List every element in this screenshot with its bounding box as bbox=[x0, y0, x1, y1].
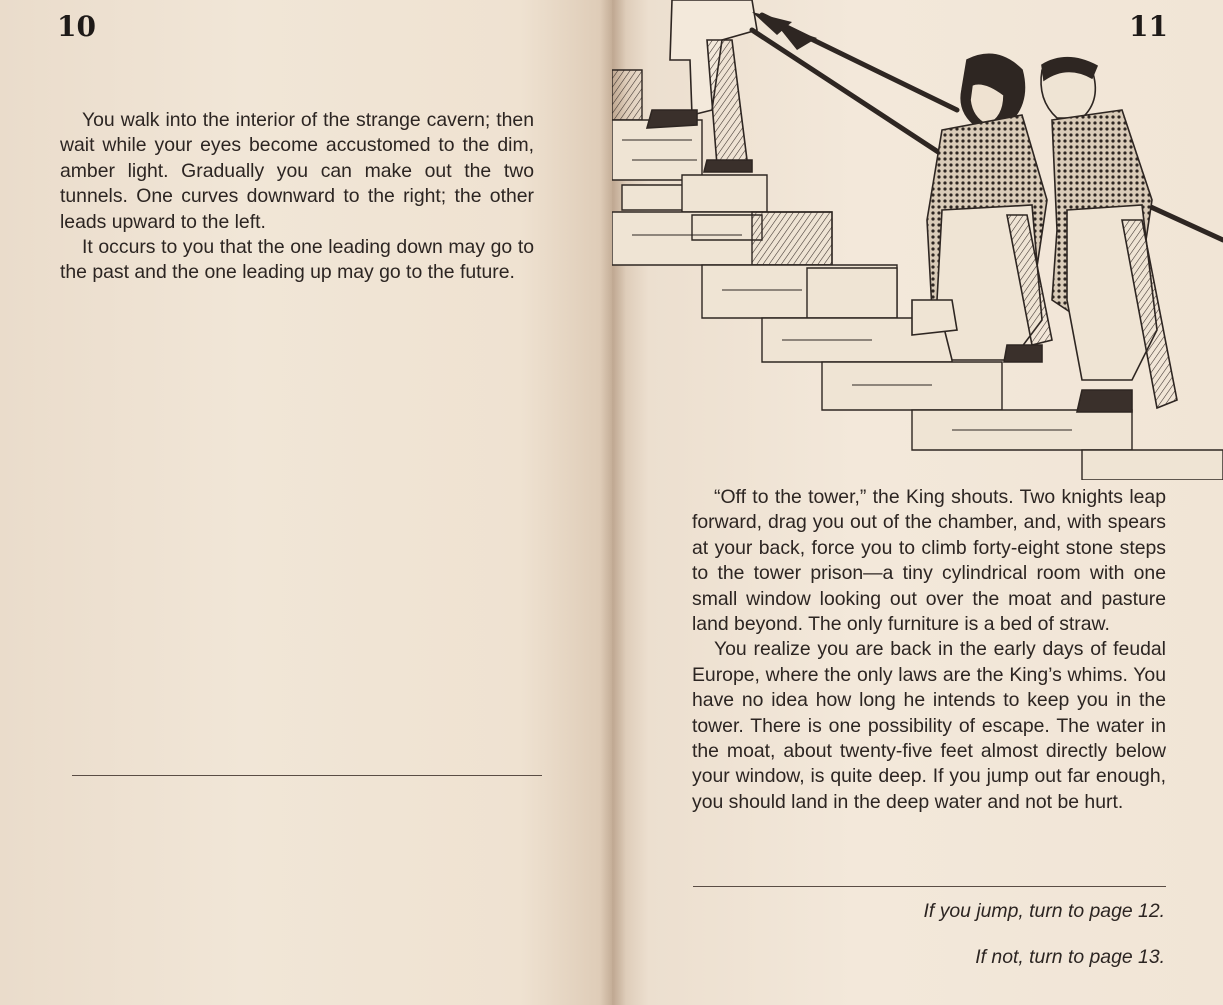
page-number-left: 10 bbox=[57, 10, 96, 43]
paragraph: “Off to the tower,” the King shouts. Two knights leap forward, drag you out of the chamber, and, with spears at your back, force you to climb forty-eight stone steps to the tower prison—a tiny cylindrical room with one small window looking out over the moat and pasture land beyond. The only furniture is a bed of straw. bbox=[692, 486, 1166, 636]
knights-stairs-illustration bbox=[612, 0, 1223, 480]
choice-text: If you jump, turn to page 12. bbox=[923, 900, 1165, 922]
choice-text: If not, turn to page 13. bbox=[975, 946, 1165, 968]
right-page-body bbox=[692, 485, 1166, 815]
page-number-right: 11 bbox=[1129, 10, 1168, 43]
left-page-body bbox=[60, 108, 534, 286]
choice-not-jump[interactable] bbox=[975, 946, 1165, 969]
paragraph: It occurs to you that the one leading down may go to the past and the one leading up may go to the future. bbox=[60, 236, 534, 284]
choice-divider-left bbox=[72, 775, 542, 776]
paragraph: You walk into the interior of the strange cavern; then wait while your eyes become accustomed to the dim, amber light. Gradually you can make out the two tunnels. One curves downward to the right; the other leads upward to the left. bbox=[60, 109, 534, 233]
choice-jump[interactable] bbox=[924, 900, 1165, 923]
choice-divider-right bbox=[693, 886, 1166, 887]
paragraph: You realize you are back in the early days of feudal Europe, where the only laws are the King’s whims. You have no idea how long he intends to keep you in the tower. There is one possibility of escape. The water in the moat, about twenty-five feet almost directly below your window, is quite deep. If you jump out far enough, you should land in the deep water and not be hurt. bbox=[692, 638, 1166, 813]
